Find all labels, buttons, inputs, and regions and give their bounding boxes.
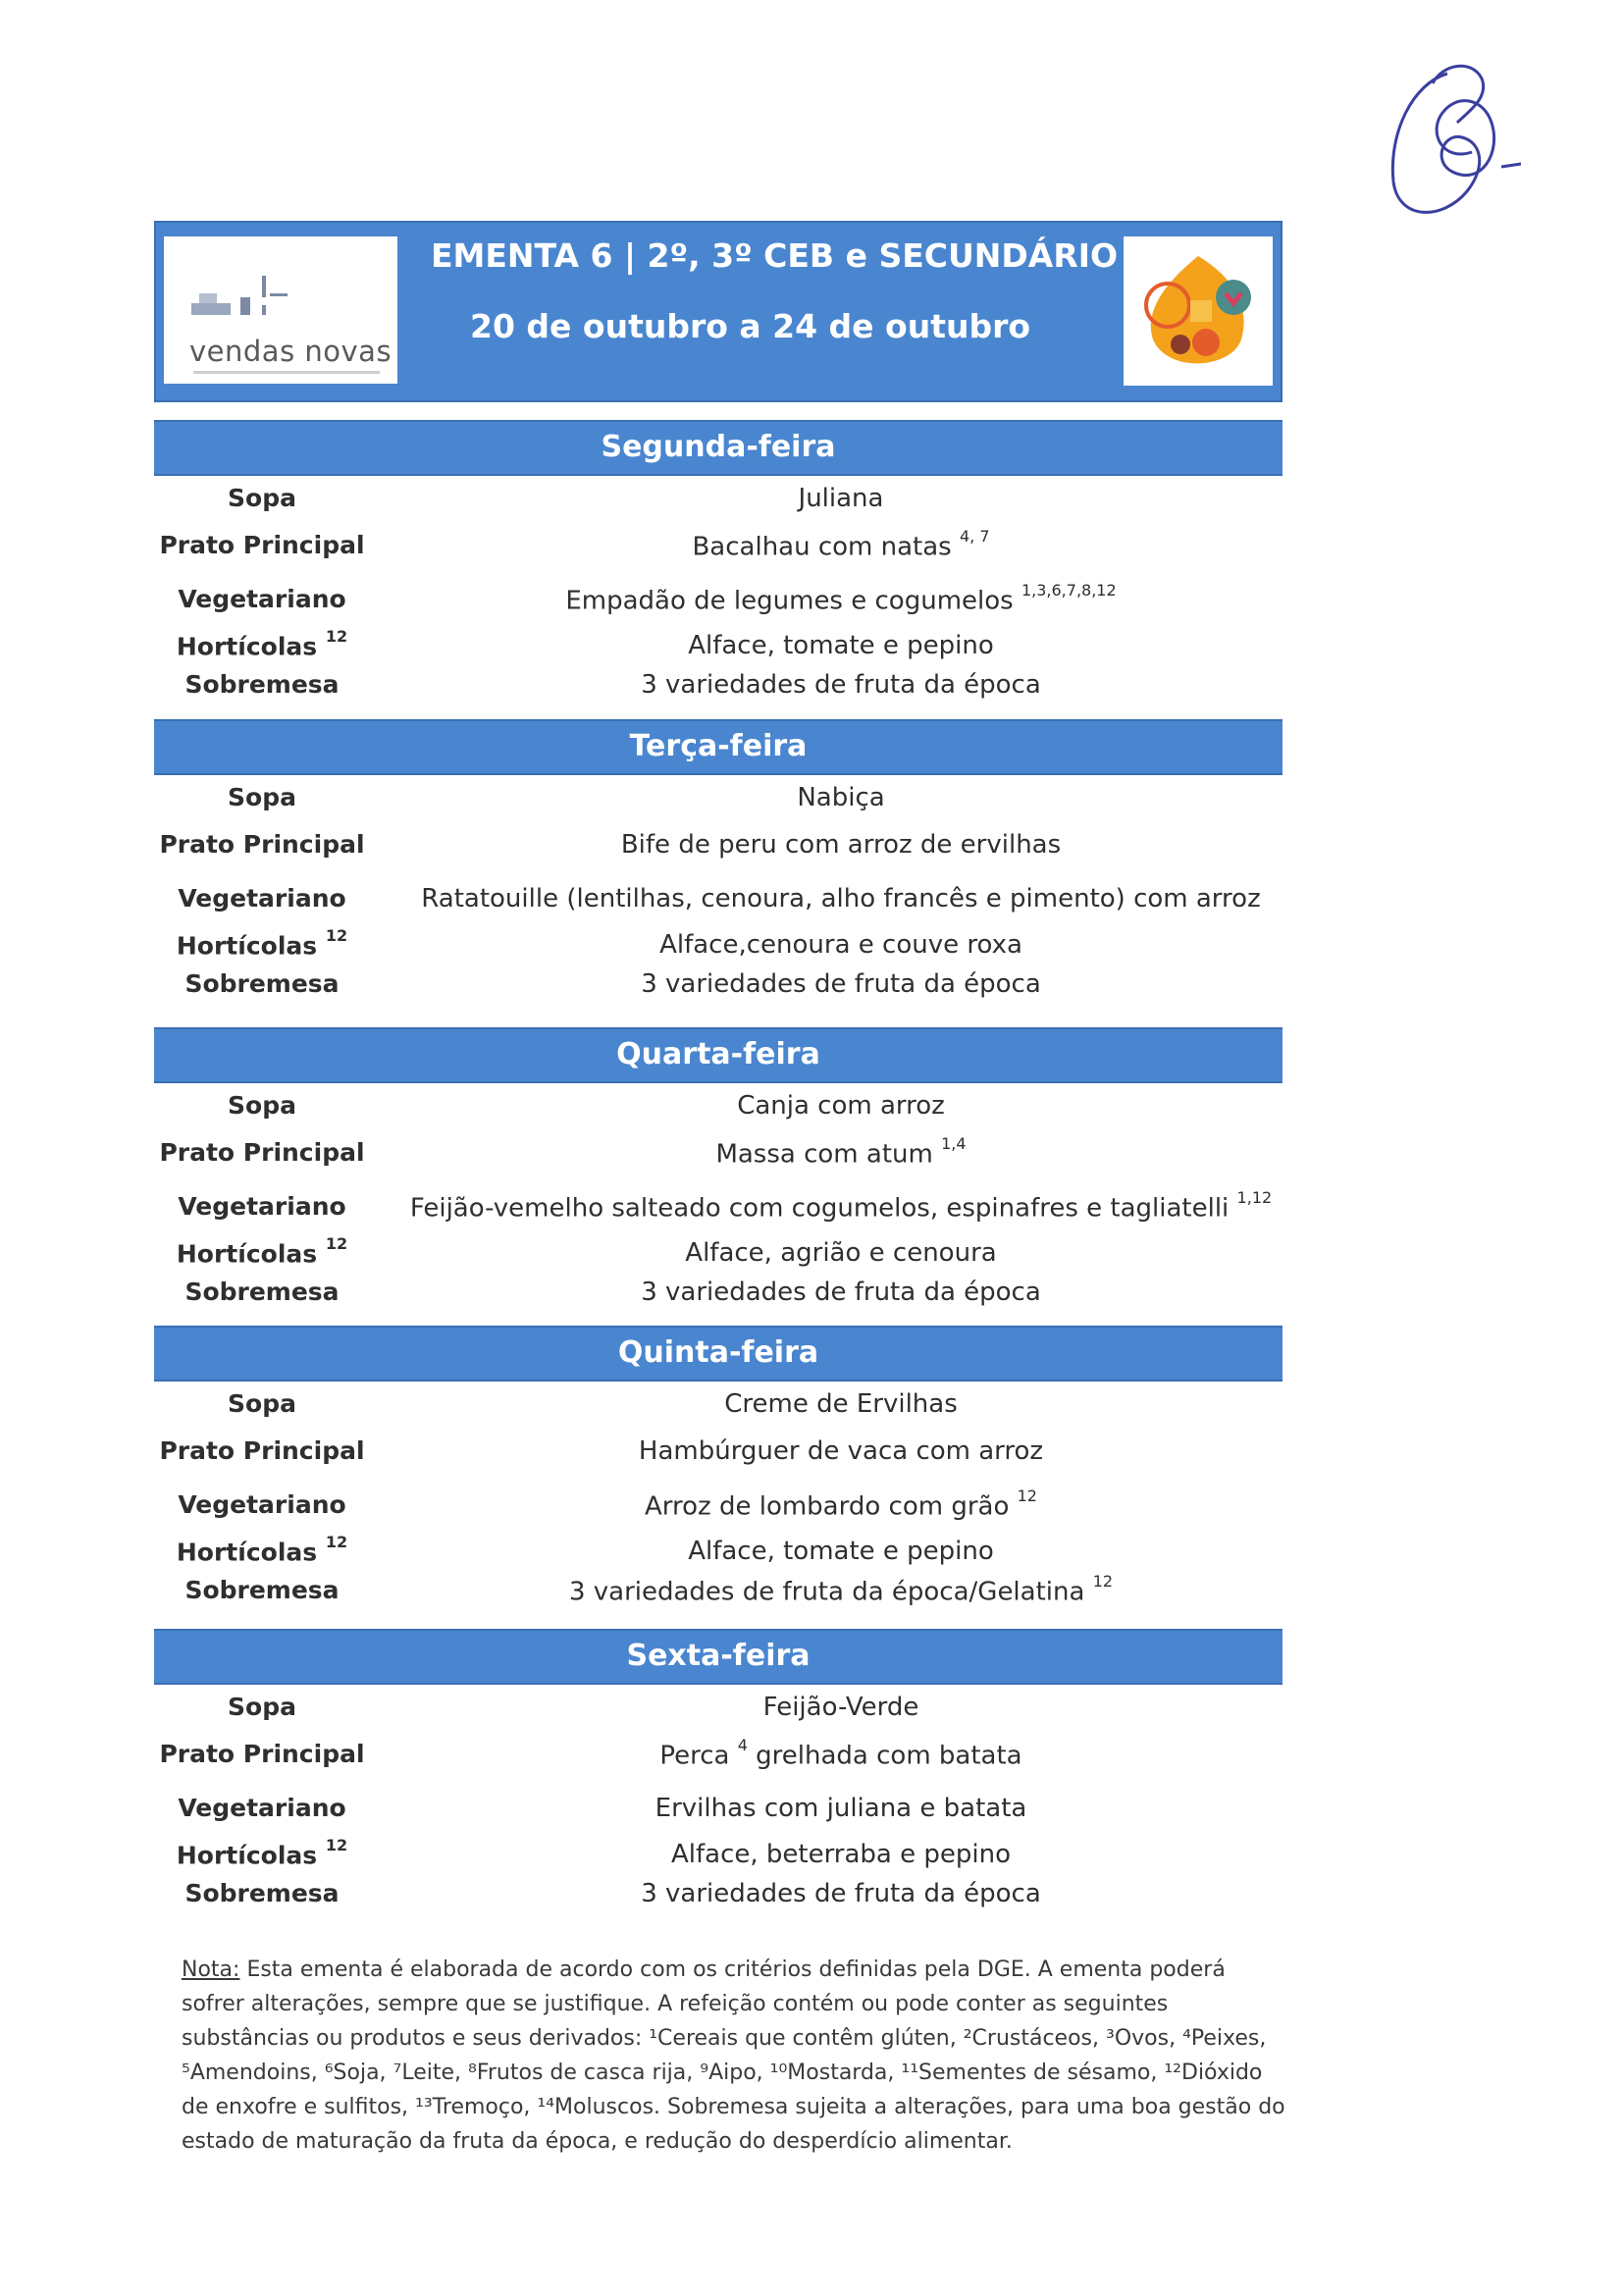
dish-name: 3 variedades de fruta da época <box>641 1879 1041 1908</box>
dish-name: Arroz de lombardo com grão <box>645 1491 1010 1522</box>
menu-row <box>154 1693 1283 1732</box>
menu-row-label <box>154 1192 370 1221</box>
dish-name: Canja com arroz <box>737 1091 945 1121</box>
menu-row-value <box>370 884 1312 913</box>
allergen-superscript: 12 <box>325 926 348 945</box>
day-title: Terça-feira <box>629 729 808 763</box>
dish-name: 3 variedades de fruta da época <box>641 1278 1041 1307</box>
dish-name: Alface, tomate e pepino <box>688 1537 994 1566</box>
nota-label: Nota: <box>182 1957 240 1982</box>
menu-row-value <box>370 1278 1312 1307</box>
dish-name: Bacalhau com natas <box>692 532 952 562</box>
menu-row <box>154 1278 1283 1317</box>
dish-name: Juliana <box>798 484 884 513</box>
dish-name: Alface, agrião e cenoura <box>685 1238 997 1268</box>
allergen-superscript: 12 <box>325 1234 348 1253</box>
dish-name: 3 variedades de fruta da época/Gelatina <box>568 1577 1085 1607</box>
dish-name: Perca <box>659 1741 730 1771</box>
menu-row-label <box>154 1794 370 1822</box>
menu-row <box>154 1436 1283 1476</box>
menu-row-value <box>370 1091 1312 1121</box>
menu-row-value <box>370 581 1312 616</box>
menu-row-label <box>154 1389 370 1418</box>
menu-row-label-text: Prato Principal <box>159 830 365 859</box>
menu-row-label <box>154 1879 370 1907</box>
dish-name: Creme de Ervilhas <box>724 1389 958 1419</box>
dish-name: Empadão de legumes e cogumelos <box>565 586 1014 616</box>
menu-row <box>154 1736 1283 1779</box>
dish-name: Hambúrguer de vaca com arroz <box>638 1436 1044 1466</box>
dish-name: Alface, beterraba e pepino <box>670 1840 1012 1869</box>
menu-row <box>154 1879 1283 1918</box>
menu-row <box>154 1487 1283 1530</box>
menu-row-label <box>154 1234 370 1269</box>
fruit-basket-icon <box>1124 236 1273 386</box>
fruit-illustration <box>1124 236 1273 386</box>
menu-row-label-text: Sobremesa <box>184 670 340 699</box>
logo-tagline <box>193 371 380 374</box>
menu-row-label-text: Hortícolas <box>176 931 318 961</box>
menu-row-label-text: Vegetariano <box>178 884 346 913</box>
dish-name: Alface, tomate e pepino <box>688 631 994 660</box>
menu-row <box>154 969 1283 1009</box>
day-header <box>154 719 1283 775</box>
dish-name: 3 variedades de fruta da época <box>641 969 1041 999</box>
menu-row-label <box>154 531 370 559</box>
menu-row-label <box>154 627 370 661</box>
menu-row-value <box>370 484 1312 513</box>
dish-name: Ervilhas com juliana e batata <box>654 1794 1027 1823</box>
menu-row-label-text: Prato Principal <box>159 1740 365 1768</box>
menu-row-label-text: Hortícolas <box>176 1239 318 1269</box>
day-header <box>154 1629 1283 1685</box>
nota-text: Esta ementa é elaborada de acordo com os critérios definidas pela DGE. A ementa poderá sofrer alterações, sempre que se justifique. A refeição contém ou pode conter as seguintes substâncias ou produtos e seus derivados: ¹Cereais que contêm glúten, ²Crustáceos, ³Ovos, ⁴Peixes, ⁵Amendoins, ⁶Soja, ⁷Leite, ⁸Frutos de casca rija, ⁹Aipo, ¹⁰Mostarda, ¹¹Sementes de sésamo, ¹²Dióxido de enxofre e sulfitos, ¹³Tremoço, ¹⁴Moluscos. Sobremesa sujeita a alterações, para uma boa gestão do estado de maturação da fruta da época, e redução do desperdício alimentar. <box>182 1957 1285 2154</box>
menu-row-label-text: Sobremesa <box>184 969 340 998</box>
menu-row-value <box>370 1537 1312 1566</box>
allergen-superscript: 12 <box>1017 1487 1037 1505</box>
day-title: Segunda-feira <box>601 430 836 464</box>
menu-row-label <box>154 884 370 913</box>
menu-row <box>154 1134 1283 1177</box>
day-title: Quarta-feira <box>616 1037 820 1071</box>
menu-row-value <box>370 1436 1312 1466</box>
menu-row-label <box>154 783 370 811</box>
menu-row-value <box>370 527 1312 562</box>
menu-row <box>154 627 1283 670</box>
menu-row-label-text: Vegetariano <box>178 1192 346 1221</box>
menu-row <box>154 926 1283 969</box>
handwritten-signature <box>1374 54 1541 240</box>
menu-row-value <box>370 1879 1312 1908</box>
menu-row-label-text: Hortícolas <box>176 1538 318 1567</box>
menu-row <box>154 1836 1283 1879</box>
nota-paragraph <box>182 1953 1290 2159</box>
menu-row <box>154 1533 1283 1576</box>
menu-row-label <box>154 1091 370 1120</box>
menu-row-label-text: Sobremesa <box>184 1576 340 1604</box>
day-title: Sexta-feira <box>626 1639 811 1673</box>
dish-name: Nabiça <box>797 783 885 812</box>
menu-row-label <box>154 1740 370 1768</box>
menu-row-label-text: Hortícolas <box>176 1841 318 1870</box>
allergen-superscript: 4, 7 <box>960 527 990 546</box>
menu-row-value <box>370 1693 1312 1722</box>
dish-name-continued: grelhada com batata <box>756 1741 1022 1771</box>
menu-row-value <box>370 1736 1312 1771</box>
dish-name: Feijão-Verde <box>762 1693 919 1722</box>
menu-row-label-text: Prato Principal <box>159 1138 365 1167</box>
menu-row-label <box>154 1138 370 1167</box>
allergen-superscript: 12 <box>325 1836 348 1854</box>
vendas-novas-logo <box>164 236 397 384</box>
menu-row-label <box>154 1576 370 1604</box>
menu-row-label <box>154 1533 370 1567</box>
menu-row-label-text: Hortícolas <box>176 632 318 661</box>
menu-row-label-text: Sopa <box>228 1693 296 1721</box>
menu-row-label <box>154 484 370 512</box>
menu-row <box>154 783 1283 822</box>
menu-row <box>154 1389 1283 1429</box>
menu-row-label-text: Sobremesa <box>184 1278 340 1306</box>
menu-row-label <box>154 1490 370 1519</box>
day-header <box>154 1326 1283 1382</box>
dish-name: Ratatouille (lentilhas, cenoura, alho francês e pimento) com arroz <box>421 884 1261 913</box>
menu-header <box>154 221 1283 402</box>
menu-row-label-text: Sobremesa <box>184 1879 340 1907</box>
menu-date-range: 20 de outubro a 24 de outubro <box>470 307 1031 345</box>
menu-row-label-text: Sopa <box>228 783 296 811</box>
menu-row <box>154 1794 1283 1833</box>
menu-row <box>154 581 1283 624</box>
allergen-superscript: 1,12 <box>1236 1188 1273 1207</box>
allergen-superscript: 1,3,6,7,8,12 <box>1021 581 1117 600</box>
menu-row <box>154 884 1283 923</box>
menu-row <box>154 1188 1283 1231</box>
menu-row <box>154 670 1283 709</box>
menu-row <box>154 1572 1283 1615</box>
menu-row <box>154 1234 1283 1278</box>
menu-row-label-text: Vegetariano <box>178 585 346 613</box>
menu-row-value <box>370 631 1312 660</box>
dish-name: Bife de peru com arroz de ervilhas <box>620 830 1062 860</box>
menu-row-label-text: Sopa <box>228 1091 296 1120</box>
menu-row-value <box>370 1794 1312 1823</box>
allergen-superscript: 4 <box>737 1736 748 1754</box>
menu-row-label-text: Prato Principal <box>159 1436 365 1465</box>
allergen-superscript: 12 <box>1092 1572 1114 1591</box>
menu-row-label <box>154 926 370 961</box>
menu-row-label <box>154 585 370 613</box>
menu-row-value <box>370 1572 1312 1607</box>
menu-row-value <box>370 1134 1312 1170</box>
menu-row-value <box>370 969 1312 999</box>
menu-row <box>154 1091 1283 1130</box>
menu-row-label <box>154 1436 370 1465</box>
allergen-superscript: 12 <box>325 1533 348 1551</box>
menu-row-label <box>154 830 370 859</box>
menu-row-value <box>370 830 1312 860</box>
menu-row-value <box>370 1487 1312 1522</box>
dish-name: Alface,cenoura e couve roxa <box>659 930 1022 960</box>
menu-row-label-text: Sopa <box>228 1389 296 1418</box>
menu-row-label <box>154 969 370 998</box>
dish-name: 3 variedades de fruta da época <box>641 670 1041 700</box>
menu-row <box>154 484 1283 523</box>
menu-row <box>154 830 1283 869</box>
day-title: Quinta-feira <box>617 1335 819 1370</box>
dish-name: Massa com atum <box>715 1139 933 1170</box>
menu-row-value <box>370 670 1312 700</box>
allergen-superscript: 12 <box>325 627 348 646</box>
day-header <box>154 1027 1283 1083</box>
day-header <box>154 420 1283 476</box>
logo-text: vendas novas <box>189 335 393 368</box>
menu-row-label <box>154 1278 370 1306</box>
menu-row-value <box>370 1389 1312 1419</box>
menu-row-value <box>370 1188 1312 1224</box>
menu-row-label <box>154 670 370 699</box>
menu-row-label <box>154 1836 370 1870</box>
menu-title: EMENTA 6 | 2º, 3º CEB e SECUNDÁRIO <box>431 236 1119 275</box>
logo-mark-icon <box>164 236 397 330</box>
menu-row-label-text: Vegetariano <box>178 1490 346 1519</box>
menu-row <box>154 527 1283 570</box>
menu-row-label-text: Prato Principal <box>159 531 365 559</box>
menu-row-label-text: Vegetariano <box>178 1794 346 1822</box>
menu-row-value <box>370 930 1312 960</box>
menu-row-value <box>370 783 1312 812</box>
allergen-superscript: 1,4 <box>941 1134 967 1153</box>
menu-row-value <box>370 1840 1312 1869</box>
menu-row-label <box>154 1693 370 1721</box>
menu-row-label-text: Sopa <box>228 484 296 512</box>
menu-row-value <box>370 1238 1312 1268</box>
dish-name: Feijão-vemelho salteado com cogumelos, espinafres e tagliatelli <box>409 1193 1230 1224</box>
